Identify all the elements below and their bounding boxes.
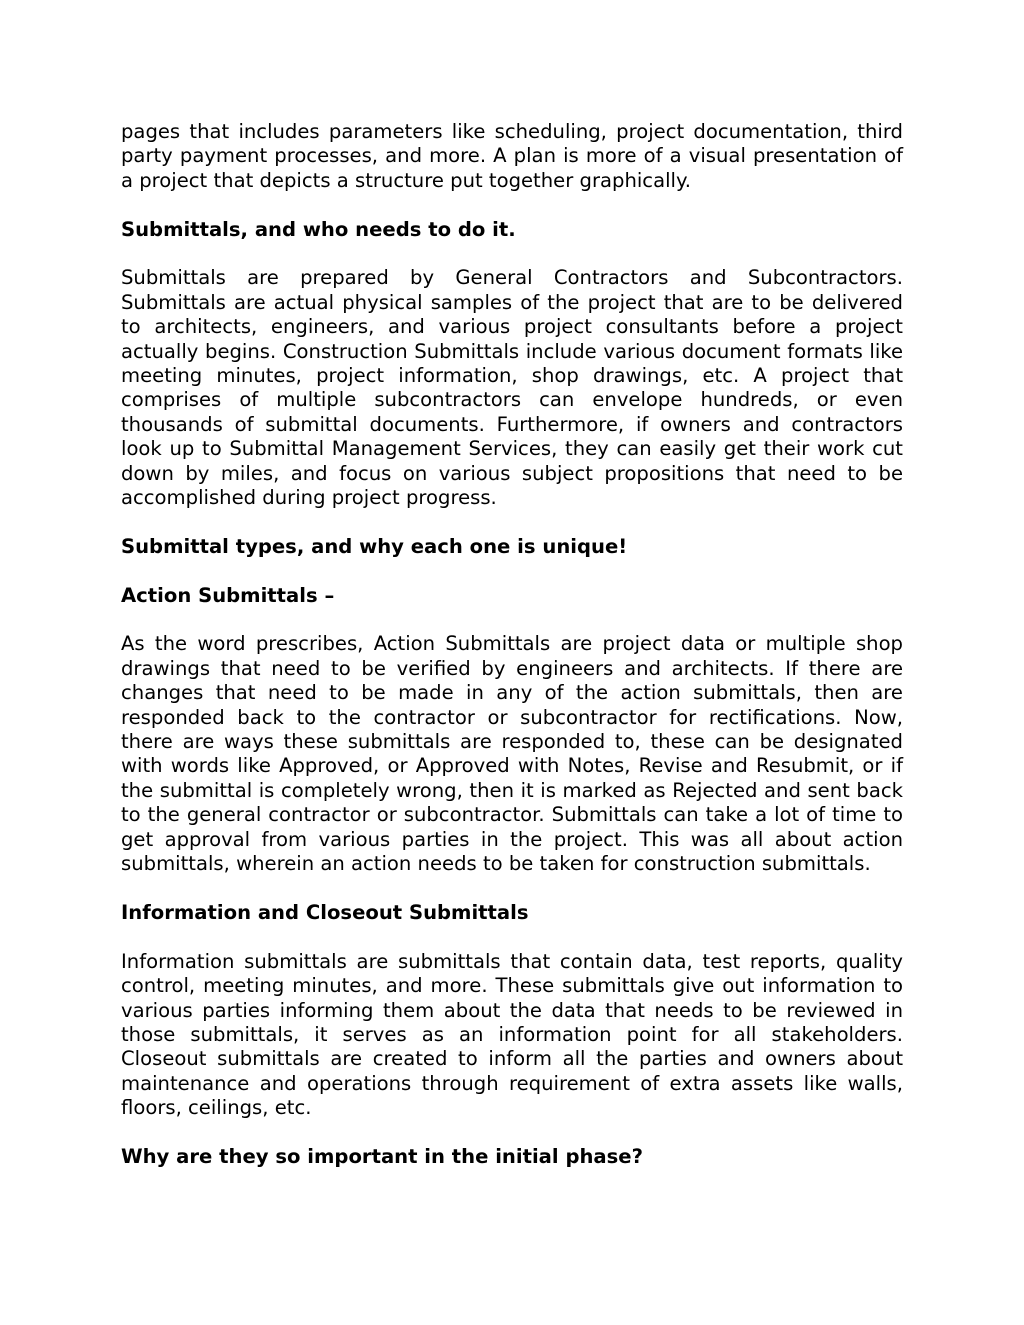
paragraph-spacer [121, 925, 903, 949]
paragraph-submittals-who: Submittals are prepared by General Contractors and Subcontractors. Submittals are actual physical samples of the project that are to be delivered to architects, engineers, and various project consultants before a project actually begins. Construction Submittals include various document formats like meeting minutes, project information, shop drawings, etc. A project that comprises of multiple subcontractors can envelope hundreds, or even thousands of submittal documents. Furthermore, if owners and contractors look up to Submittal Management Services, they can easily get their work cut down by miles, and focus on various subject propositions that need to be accomplished during project progress. [121, 266, 903, 510]
document-page [121, 120, 903, 1169]
paragraph-spacer [121, 242, 903, 266]
heading-submittals-who: Submittals, and who needs to do it. [121, 217, 516, 241]
heading-action-submittals: Action Submittals – [121, 583, 335, 607]
heading-importance: Why are they so important in the initial phase? [121, 1144, 643, 1168]
paragraph-spacer [121, 1121, 903, 1145]
paragraph-spacer [121, 510, 903, 534]
intro-paragraph: pages that includes parameters like scheduling, project documentation, third party payment processes, and more. A plan is more of a visual presentation of a project that depicts a structure put together graphically. [121, 120, 903, 192]
heading-submittal-types: Submittal types, and why each one is unique! [121, 534, 628, 558]
paragraph-action-submittals: As the word prescribes, Action Submittals are project data or multiple shop drawings that need to be verified by engineers and architects. If there are changes that need to be made in any of the action submittals, then are responded back to the contractor or subcontractor for rectifications. Now, there are ways these submittals are responded to, these can be designated with words like Approved, or Approved with Notes, Revise and Resubmit, or if the submittal is completely wrong, then it is marked as Rejected and sent back to the general contractor or subcontractor. Submittals can take a lot of time to get approval from various parties in the project. This was all about action submittals, wherein an action needs to be taken for construction submittals. [121, 632, 903, 876]
paragraph-information-closeout: Information submittals are submittals that contain data, test reports, quality control, meeting minutes, and more. These submittals give out information to various parties informing them about the data that needs to be reviewed in those submittals, it serves as an information point for all stakeholders. Closeout submittals are created to inform all the parties and owners about maintenance and operations through requirement of extra assets like walls, floors, ceilings, etc. [121, 949, 903, 1120]
paragraph-spacer [121, 608, 903, 632]
paragraph-spacer [121, 559, 903, 583]
paragraph-spacer [121, 877, 903, 901]
paragraph-spacer [121, 193, 903, 217]
heading-information-closeout: Information and Closeout Submittals [121, 900, 529, 924]
